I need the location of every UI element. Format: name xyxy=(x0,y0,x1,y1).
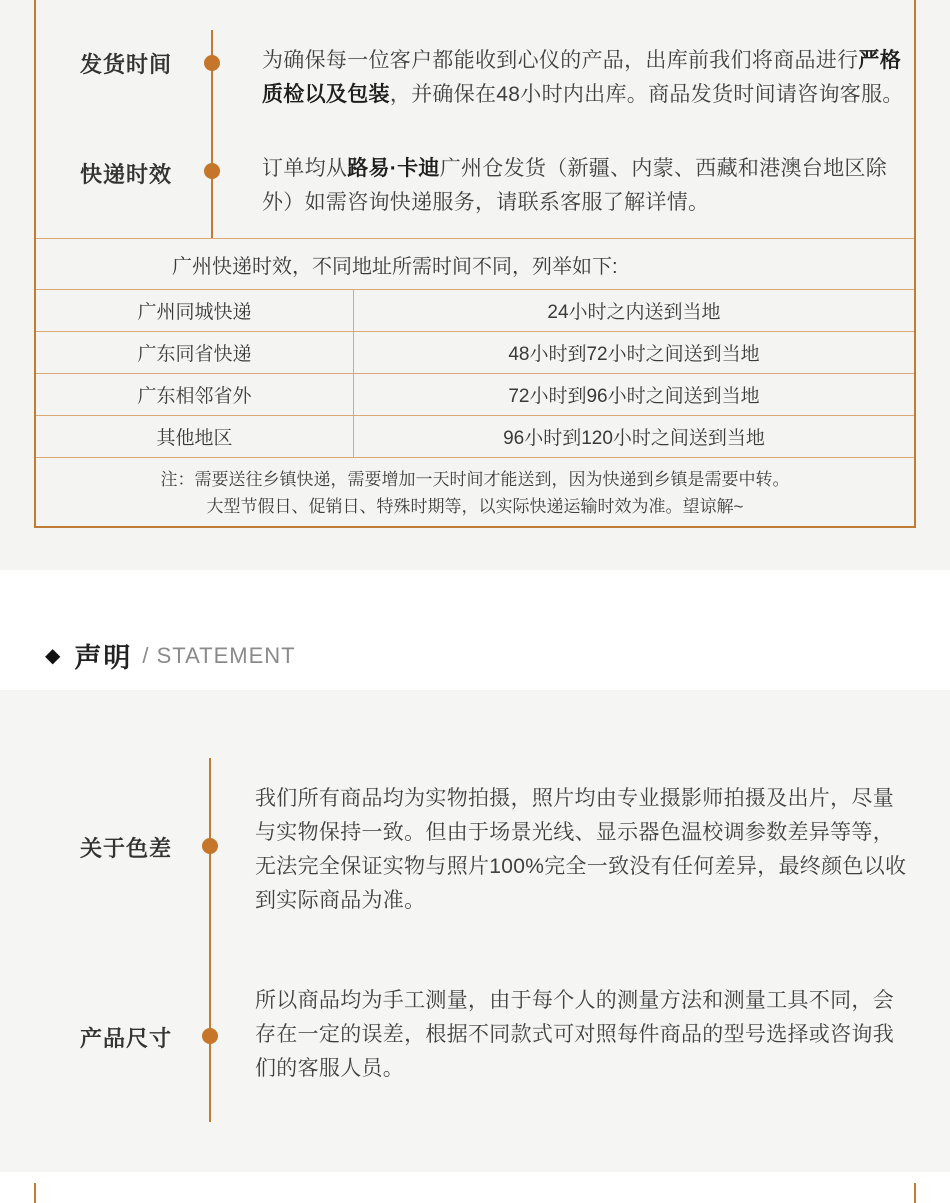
delivery-table xyxy=(36,238,914,528)
statement-title: 声明 xyxy=(74,643,133,673)
diamond-icon: ◆ xyxy=(45,645,61,667)
panel-border-right xyxy=(914,0,916,528)
delivery-speed-text-after: 广州仓发货（新疆、内蒙、西藏和港澳台地区除外）如需咨询快递服务，请联系客服了解详情。 xyxy=(262,157,888,214)
product-size-bullet-icon xyxy=(202,1028,218,1044)
table-cell-time: 48小时到72小时之间送到当地 xyxy=(508,344,760,365)
shipping-time-text-before: 为确保每一位客户都能收到心仪的产品，出库前我们将商品进行 xyxy=(262,49,859,72)
table-row xyxy=(36,416,914,458)
product-size-label: 产品尺寸 xyxy=(80,1026,173,1051)
note-line-2: 大型节假日、促销日、特殊时期等，以实际快递运输时效为准。望谅解~ xyxy=(206,497,744,516)
delivery-speed-label: 快递时效 xyxy=(80,162,173,187)
table-cell-time: 72小时到96小时之间送到当地 xyxy=(508,386,760,407)
shipping-time-text-after: ，并确保在48小时内出库。商品发货时间请咨询客服。 xyxy=(389,83,904,106)
table-row xyxy=(36,374,914,416)
statement-divider-line xyxy=(209,758,211,1122)
shipping-time-label: 发货时间 xyxy=(80,52,173,77)
table-cell-time: 24小时之内送到当地 xyxy=(547,302,721,323)
shipping-time-text xyxy=(262,44,914,112)
delivery-speed-text xyxy=(262,152,914,220)
shipping-panel xyxy=(0,0,950,570)
delivery-speed-text-before: 订单均从 xyxy=(262,157,348,180)
shipping-time-bullet-icon xyxy=(204,55,220,71)
table-cell-region: 其他地区 xyxy=(36,416,354,457)
statement-subtitle: / STATEMENT xyxy=(142,642,296,668)
table-cell-region: 广东相邻省外 xyxy=(36,374,354,415)
delivery-speed-bullet-icon xyxy=(204,163,220,179)
next-panel-border-right xyxy=(914,1183,916,1203)
statement-panel xyxy=(0,690,950,1172)
color-difference-bullet-icon xyxy=(202,838,218,854)
table-row xyxy=(36,290,914,332)
delivery-speed-text-bold: 路易·卡迪 xyxy=(347,157,440,180)
next-panel-border-left xyxy=(34,1183,36,1203)
table-cell-region: 广州同城快递 xyxy=(36,290,354,331)
table-cell-time: 96小时到120小时之间送到当地 xyxy=(503,428,765,449)
table-cell-region: 广东同省快递 xyxy=(36,332,354,373)
color-difference-text: 我们所有商品均为实物拍摄，照片均由专业摄影师拍摄及出片，尽量与实物保持一致。但由于场景光线、显示器色温校调参数差异等等，无法完全保证实物与照片100%完全一致没有任何差异，最终颜色以收到实际商品为准。 xyxy=(255,787,907,912)
color-difference-label: 关于色差 xyxy=(80,836,173,861)
table-row xyxy=(36,332,914,374)
note-line-1: 注：需要送往乡镇快递，需要增加一天时间才能送到，因为快递到乡镇是需要中转。 xyxy=(160,470,790,489)
product-size-text: 所以商品均为手工测量，由于每个人的测量方法和测量工具不同，会存在一定的误差，根据不同款式可对照每件商品的型号选择或咨询我们的客服人员。 xyxy=(255,989,894,1080)
delivery-table-note xyxy=(36,458,914,528)
statement-section-header xyxy=(45,636,296,675)
delivery-table-header: 广州快递时效，不同地址所需时间不同，列举如下: xyxy=(36,239,914,290)
shipping-time-text-bold: 严格质检以及包装 xyxy=(262,49,902,106)
